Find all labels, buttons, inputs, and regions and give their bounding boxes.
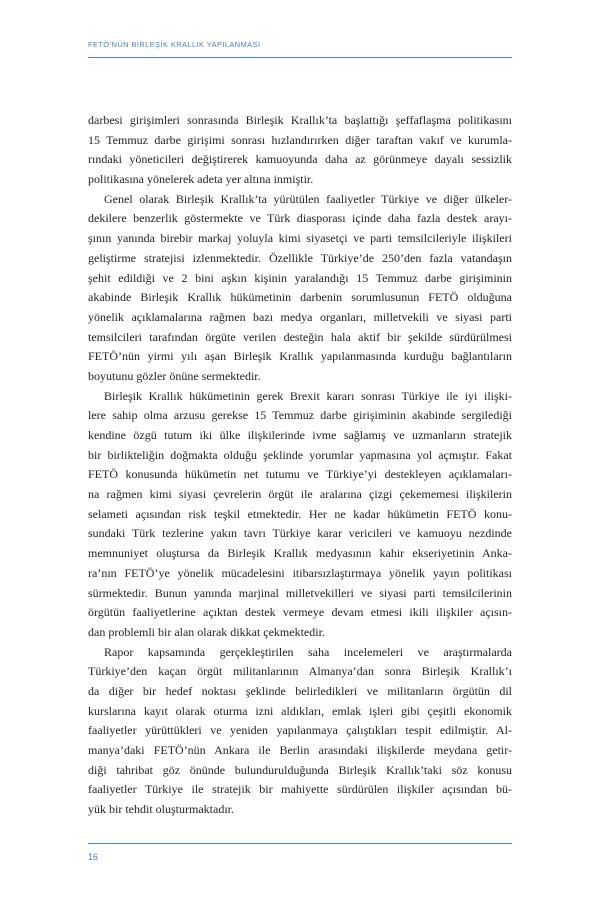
text-line: lere sahip olma arzusu gerekse 15 Temmuz darbe girişiminin akabinde sergilediği <box>88 408 512 423</box>
text-line: Genel olarak Birleşik Krallık’ta yürütülen faaliyetler Türkiye ve diğer ülkeler- <box>104 191 512 206</box>
text-line: temsilcileri tarafından örgüte verilen desteğin hala aktif bir şekilde sürdürülmesi <box>88 329 512 344</box>
text-line: darbesi girişimleri sonrasında Birleşik Krallık’ta başlattığı şeffaflaşma politikasını <box>88 113 512 127</box>
text-line: FETÖ konusunda hükümetin net tutumu ve Türkiye’yi destekleyen açıklamaları- <box>88 467 512 482</box>
running-header-title: FETÖ’NÜN BİRLEŞİK KRALLIK YAPILANMASI <box>88 40 261 49</box>
text-line: selameti açısından risk teşkil etmektedir. Her ne kadar hükümetin FETÖ konu- <box>88 506 512 521</box>
text-line: Birleşik Krallık hükümetinin gerek Brexit kararı sonrası Türkiye ile iyi ilişki- <box>104 388 512 403</box>
text-line: faaliyetler Türkiye ile stratejik bir mahiyette sürdürülen ilişkiler açısından bü- <box>88 782 512 797</box>
paragraph-2 <box>88 190 512 387</box>
text-line: dan problemli bir alan olarak dikkat çekmektedir. <box>88 624 325 639</box>
text-line: akabinde Birleşik Krallık hükümetinin darbenin sorumlusunun FETÖ olduğuna <box>88 290 512 305</box>
text-line: yönelik açıklamalarına rağmen bazı medya organları, milletvekili ve siyasi parti <box>88 309 512 324</box>
text-line: yük bir tehdit oluşturmaktadır. <box>88 802 234 817</box>
footer-rule <box>88 843 512 844</box>
text-line: şehit edildiği ve 2 bini aşkın kişinin yaralandığı 15 Temmuz darbe girişiminin <box>88 270 512 285</box>
text-line: boyutunu gözler önüne sermektedir. <box>88 368 261 383</box>
text-line: sundaki Türk tezlerine yakın tavrı Türkiye karar vericileri ve kamuoyu nezdinde <box>88 526 512 541</box>
text-line: şının yanında birebir markaj yoluyla kimi siyasetçi ve parti temsilcileriyle ilişkileri <box>88 231 512 246</box>
paragraph-3 <box>88 387 512 643</box>
text-line: sürmektedir. Bunun yanında marjinal milletvekilleri ve siyasi parti temsilcilerinin <box>88 585 512 600</box>
text-line: memnuniyet oluştursa da Birleşik Krallık medyasının kahir ekseriyetinin Anka- <box>88 546 512 561</box>
text-line: bir birlikteliğin doğmakta olduğu şeklinde yorumlar yapmasına yol açmıştır. Fakat <box>88 447 512 462</box>
header-rule <box>88 57 512 58</box>
text-line: na rağmen kimi siyasi çevrelerin örgüt ile aralarına çizgi çekememesi ilişkilerin <box>88 487 512 502</box>
text-line: kendine özgü tutum iki ülke ilişkilerinde ivme sağlamış ve uzmanların stratejik <box>88 428 512 442</box>
text-line: FETÖ’nün yirmi yılı aşan Birleşik Krallık yapılanmasında kurduğu bağlantıların <box>88 349 512 364</box>
text-line: ra’nın FETÖ’ye yönelik mücadelesini itibarsızlaştırmaya yönelik yayın politikası <box>88 565 512 580</box>
text-line: kurslarına kayıt olarak oturma izni aldıkları, emlak işleri gibi çeşitli ekonomik <box>88 703 512 718</box>
text-line: da diğer bir hedef noktası şeklinde belirledikleri ve militanların örgütün dil <box>88 683 512 698</box>
text-line: dekilere benzerlik göstermekte ve Türk diasporası içinde daha fazla destek arayı- <box>88 211 512 226</box>
page-number: 16 <box>88 852 99 862</box>
text-line: Rapor kapsamında gerçekleştirilen saha incelemeleri ve araştırmalarda <box>104 644 512 659</box>
text-line: Türkiye’den kaçan örgüt militanlarının Almanya’dan sonra Birleşik Krallık’ı <box>88 664 512 679</box>
text-line: diği tahribat göz önünde bulundurulduğunda Birleşik Krallık’taki söz konusu <box>88 762 512 777</box>
text-line: manya’daki FETÖ’nün Ankara ile Berlin arasındaki ilişkilerde meydana getir- <box>88 743 512 757</box>
text-line: 15 Temmuz darbe girişimi sonrası hızlandırırken diğer taraftan vakıf ve kurumla- <box>88 132 512 147</box>
text-line: örgütün faaliyetlerine açıktan destek vermeye devam etmesi ikili ilişkiler açısın- <box>88 605 512 620</box>
text-line: rındaki yöneticileri değiştirerek kamuoyunda daha az görünmeye dayalı sessizlik <box>88 152 512 167</box>
text-line: faaliyetler yürüttükleri ve yeniden yapılanmaya çalıştıkları tespit edilmiştir. Al- <box>88 723 512 738</box>
text-line: geliştirme stratejisi izlenmektedir. Özellikle Türkiye’de 250’den fazla vatandaşın <box>88 250 512 265</box>
text-line: politikasına yönelerek adeta yer altına inmiştir. <box>88 172 314 187</box>
paragraph-1 <box>88 111 512 190</box>
paragraph-4 <box>88 643 512 820</box>
body-text <box>88 111 512 820</box>
